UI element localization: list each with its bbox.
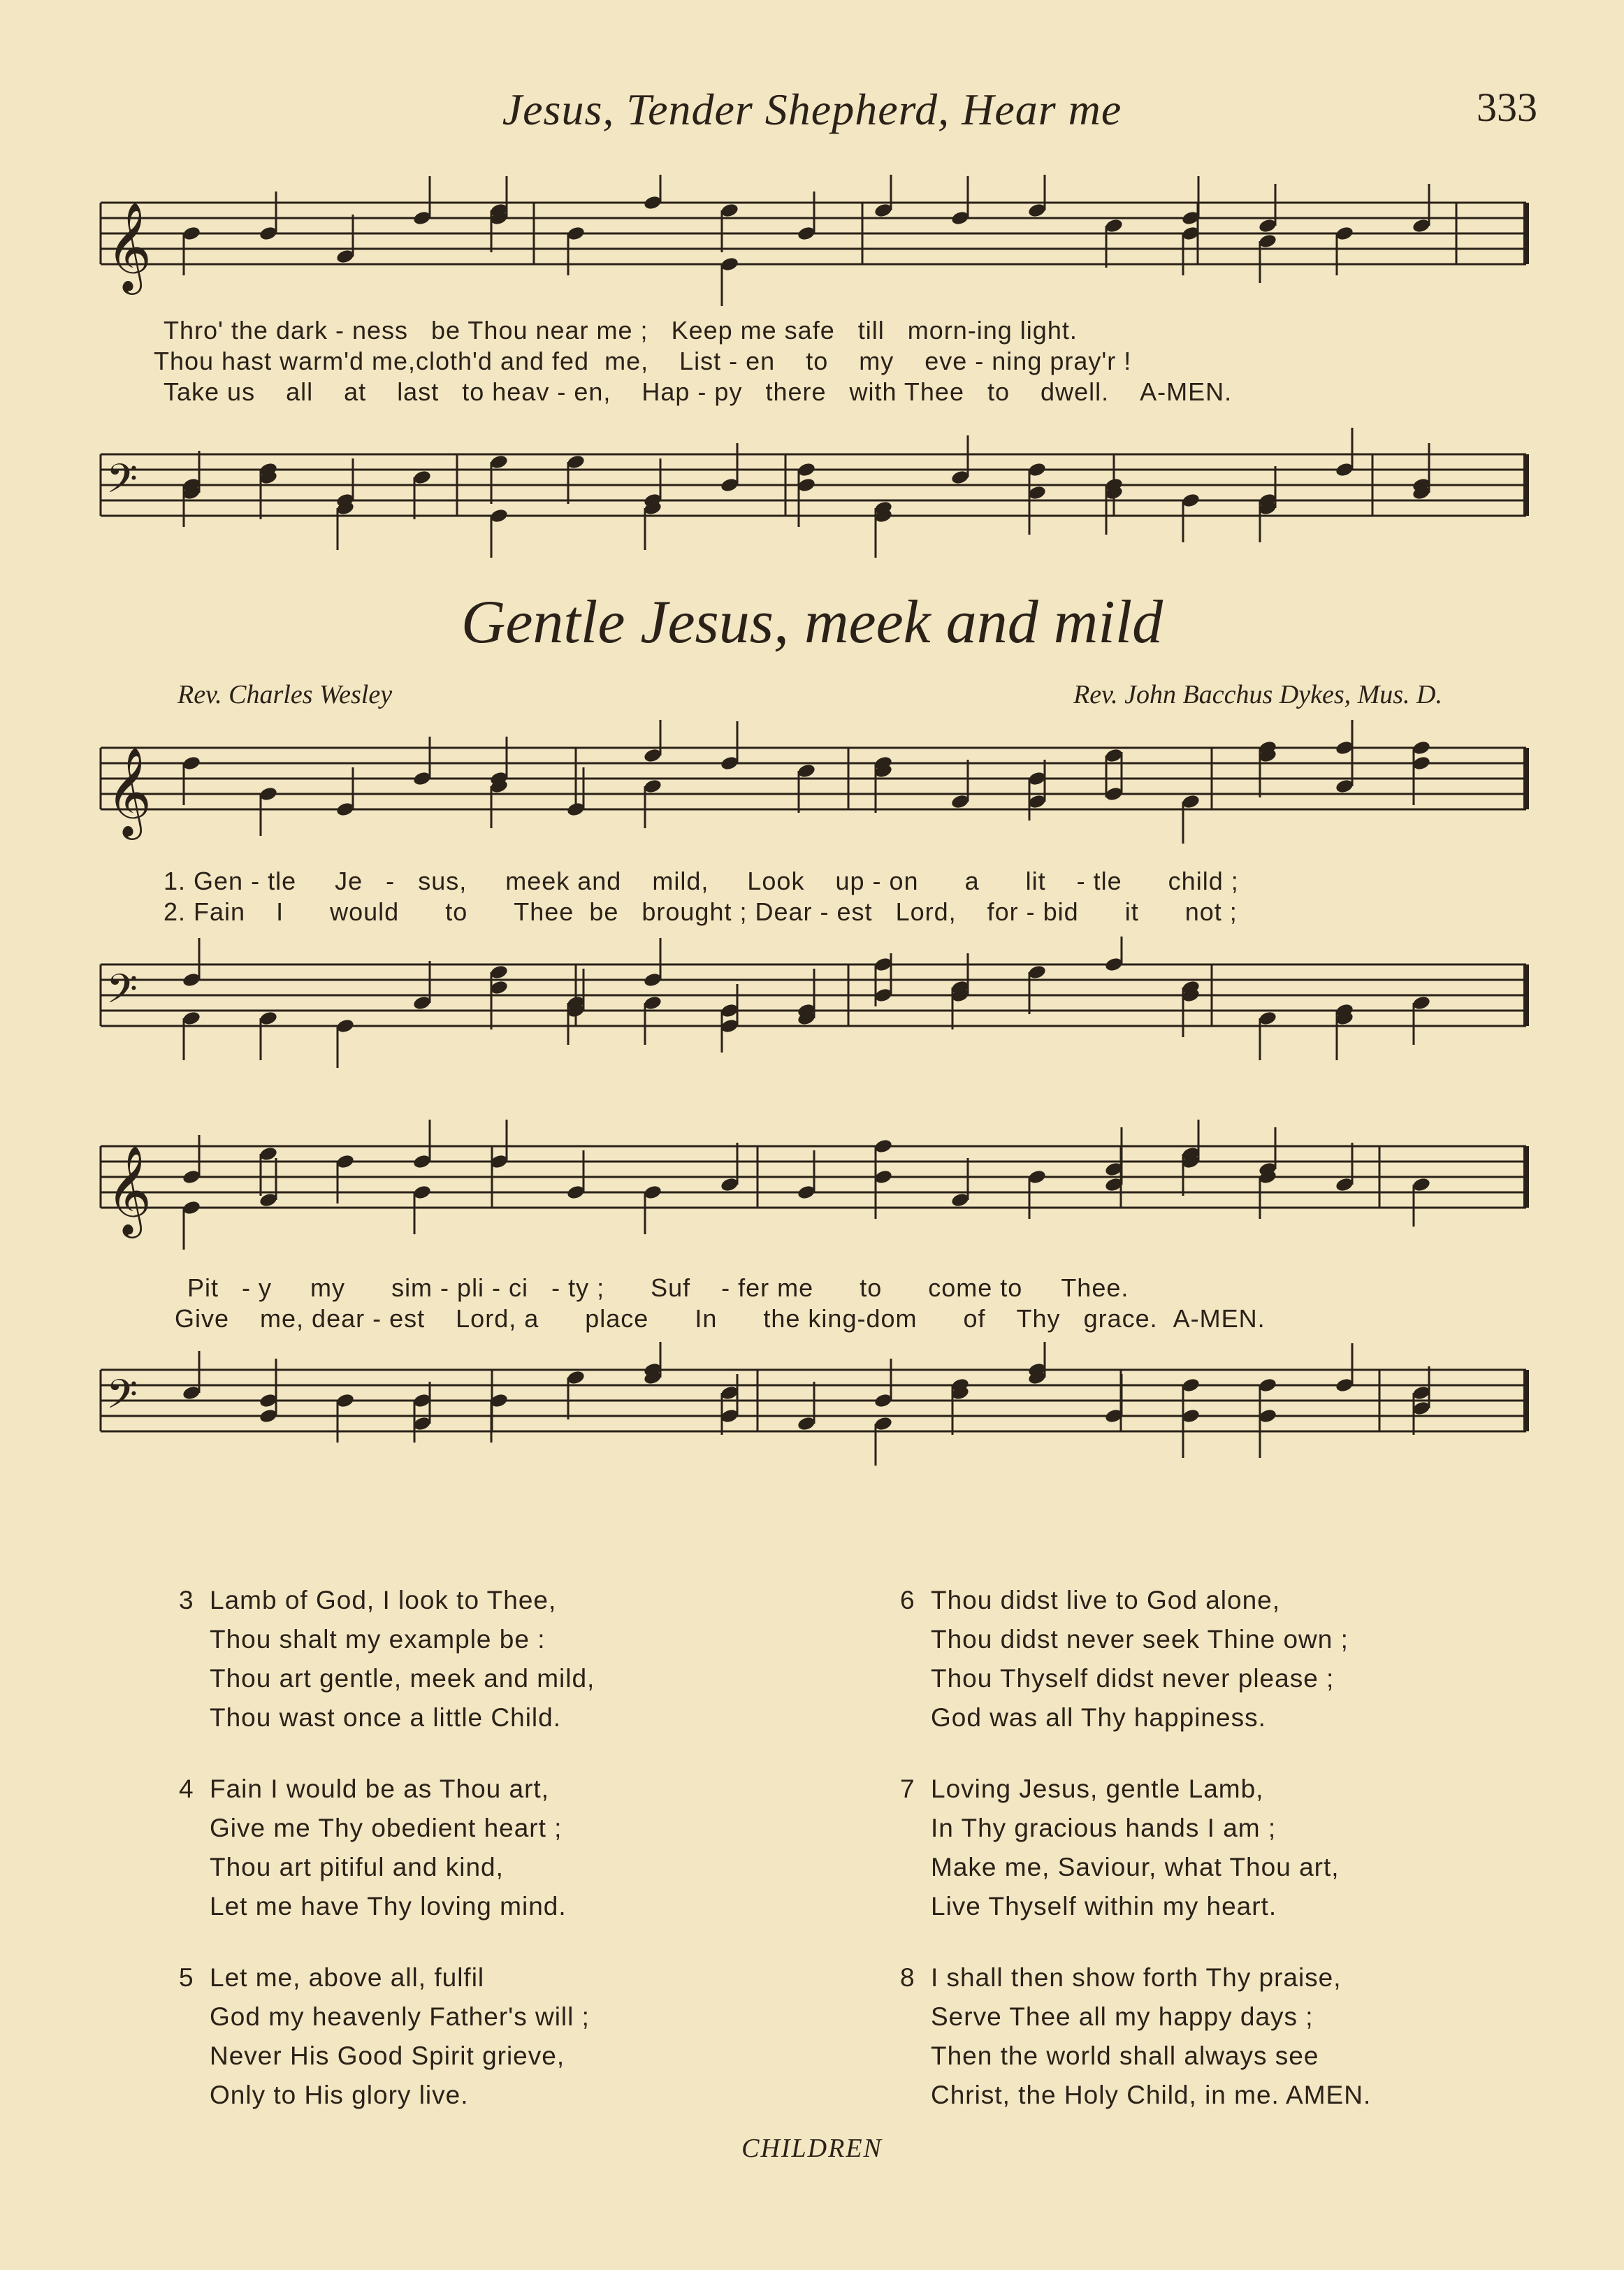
prev-hymn-treble-staff <box>87 175 1540 315</box>
system2-treble-staff <box>87 1118 1540 1272</box>
svg-text:𝄞: 𝄞 <box>106 1145 152 1234</box>
system2-lyric-line-2: Give me, dear - est Lord, a place In the king-dom of Thy grace. A-MEN. <box>175 1304 1266 1333</box>
verse-number: 4 <box>179 1774 194 1803</box>
system1-treble-staff <box>87 720 1540 860</box>
verse-number: 6 <box>900 1586 915 1614</box>
prev-hymn-lyric-line-3: Take us all at last to heav - en, Hap - py there with Thee to dwell. A-MEN. <box>164 377 1233 406</box>
svg-text:𝄢: 𝄢 <box>106 1371 138 1428</box>
hymn-title: Gentle Jesus, meek and mild <box>461 588 1163 656</box>
system1-bass-staff <box>87 937 1540 1076</box>
verse-number: 7 <box>900 1774 915 1803</box>
prev-hymn-bass-staff <box>87 412 1540 566</box>
verse-6: 6 Thou didst live to God alone, Thou didst never seek Thine own ; Thou Thyself didst never please ; God was all Thy happiness. <box>931 1581 1349 1737</box>
system2-bass-staff <box>87 1342 1540 1503</box>
verse-7: 7 Loving Jesus, gentle Lamb, In Thy gracious hands I am ; Make me, Saviour, what Thou art, Live Thyself within my heart. <box>931 1770 1340 1926</box>
verse-number: 5 <box>179 1963 194 1992</box>
system2-lyric-line-1: Pit - y my sim - pli - ci - ty ; Suf - fer me to come to Thee. <box>187 1273 1129 1302</box>
verse-8: 8 I shall then show forth Thy praise, Serve Thee all my happy days ; Then the world shall always see Christ, the Holy Child, in me. AMEN. <box>931 1958 1371 2115</box>
section-footer: CHILDREN <box>741 2134 883 2163</box>
svg-text:𝄢: 𝄢 <box>106 965 138 1022</box>
verse-3: 3 Lamb of God, I look to Thee, Thou shalt my example be : Thou art gentle, meek and mild, Thou wast once a little Child. <box>210 1581 595 1737</box>
system1-lyric-line-2: 2. Fain I would to Thee be brought ; Dear - est Lord, for - bid it not ; <box>164 897 1238 926</box>
svg-text:𝄞: 𝄞 <box>106 201 152 291</box>
verse-4: 4 Fain I would be as Thou art, Give me Thy obedient heart ; Thou art pitiful and kind, Let me have Thy loving mind. <box>210 1770 567 1926</box>
running-title: Jesus, Tender Shepherd, Hear me <box>502 85 1122 134</box>
system1-lyric-line-1: 1. Gen - tle Je - sus, meek and mild, Look up - on a lit - tle child ; <box>164 867 1239 895</box>
verse-5: 5 Let me, above all, fulfil God my heavenly Father's will ; Never His Good Spirit grieve, Only to His glory live. <box>210 1958 590 2115</box>
author-credit: Rev. Charles Wesley <box>177 680 393 709</box>
page-number: 333 <box>1477 85 1537 130</box>
verse-number: 3 <box>179 1586 194 1614</box>
svg-text:𝄞: 𝄞 <box>106 746 152 836</box>
prev-hymn-lyric-line-1: Thro' the dark - ness be Thou near me ; Keep me safe till morn-ing light. <box>164 316 1078 345</box>
prev-hymn-lyric-line-2: Thou hast warm'd me,cloth'd and fed me, List - en to my eve - ning pray'r ! <box>154 347 1132 375</box>
svg-text:𝄢: 𝄢 <box>106 455 138 512</box>
composer-credit: Rev. John Bacchus Dykes, Mus. D. <box>1073 680 1442 709</box>
verse-number: 8 <box>900 1963 915 1992</box>
